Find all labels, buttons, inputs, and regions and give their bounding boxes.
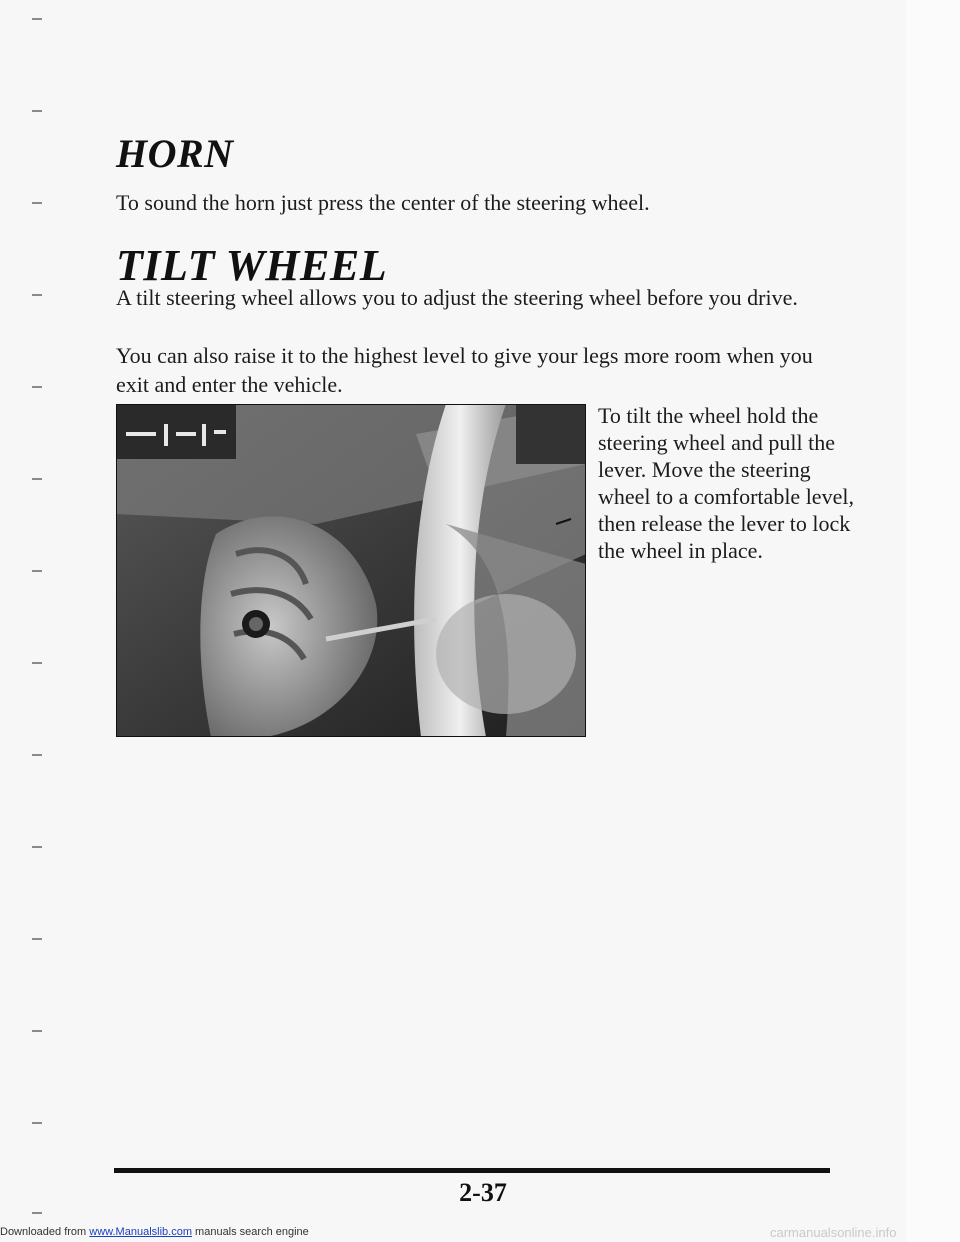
margin-mark — [32, 1122, 42, 1124]
manualslib-link[interactable]: www.Manualslib.com — [89, 1226, 192, 1238]
margin-mark — [32, 662, 42, 664]
footer-suffix: manuals search engine — [195, 1226, 309, 1238]
margin-mark — [32, 754, 42, 756]
margin-mark — [32, 18, 42, 20]
steering-wheel-photo — [116, 404, 586, 737]
tilt-wheel-paragraph-2: You can also raise it to the highest level to give your legs more room when you exit and enter the vehicle. — [116, 343, 813, 397]
tilt-wheel-heading: TILT WHEEL — [116, 241, 388, 290]
tilt-wheel-instructions: To tilt the wheel hold the steering wheel and pull the lever. Move the steering wheel to a comfortable level, then release the lever to lock the wheel in place. — [598, 403, 854, 563]
horn-heading: HORN — [116, 131, 234, 176]
footer-rule — [114, 1168, 830, 1173]
tilt-wheel-paragraph-1: A tilt steering wheel allows you to adjust the steering wheel before you drive. — [116, 285, 798, 310]
horn-paragraph: To sound the horn just press the center of the steering wheel. — [116, 190, 650, 215]
right-margin-strip — [906, 0, 960, 1242]
margin-mark — [32, 1030, 42, 1032]
site-watermark: carmanualsonline.info — [770, 1225, 897, 1240]
margin-mark — [32, 570, 42, 572]
margin-mark — [32, 294, 42, 296]
margin-mark — [32, 478, 42, 480]
margin-mark — [32, 202, 42, 204]
footer-prefix: Downloaded from — [0, 1226, 87, 1238]
steering-wheel-photo-illustration — [116, 404, 586, 737]
margin-mark — [32, 938, 42, 940]
margin-mark — [32, 846, 42, 848]
margin-mark — [32, 386, 42, 388]
page-number: 2-37 — [459, 1178, 507, 1207]
margin-mark — [32, 110, 42, 112]
margin-mark — [32, 1212, 42, 1214]
download-footer — [0, 1226, 309, 1242]
